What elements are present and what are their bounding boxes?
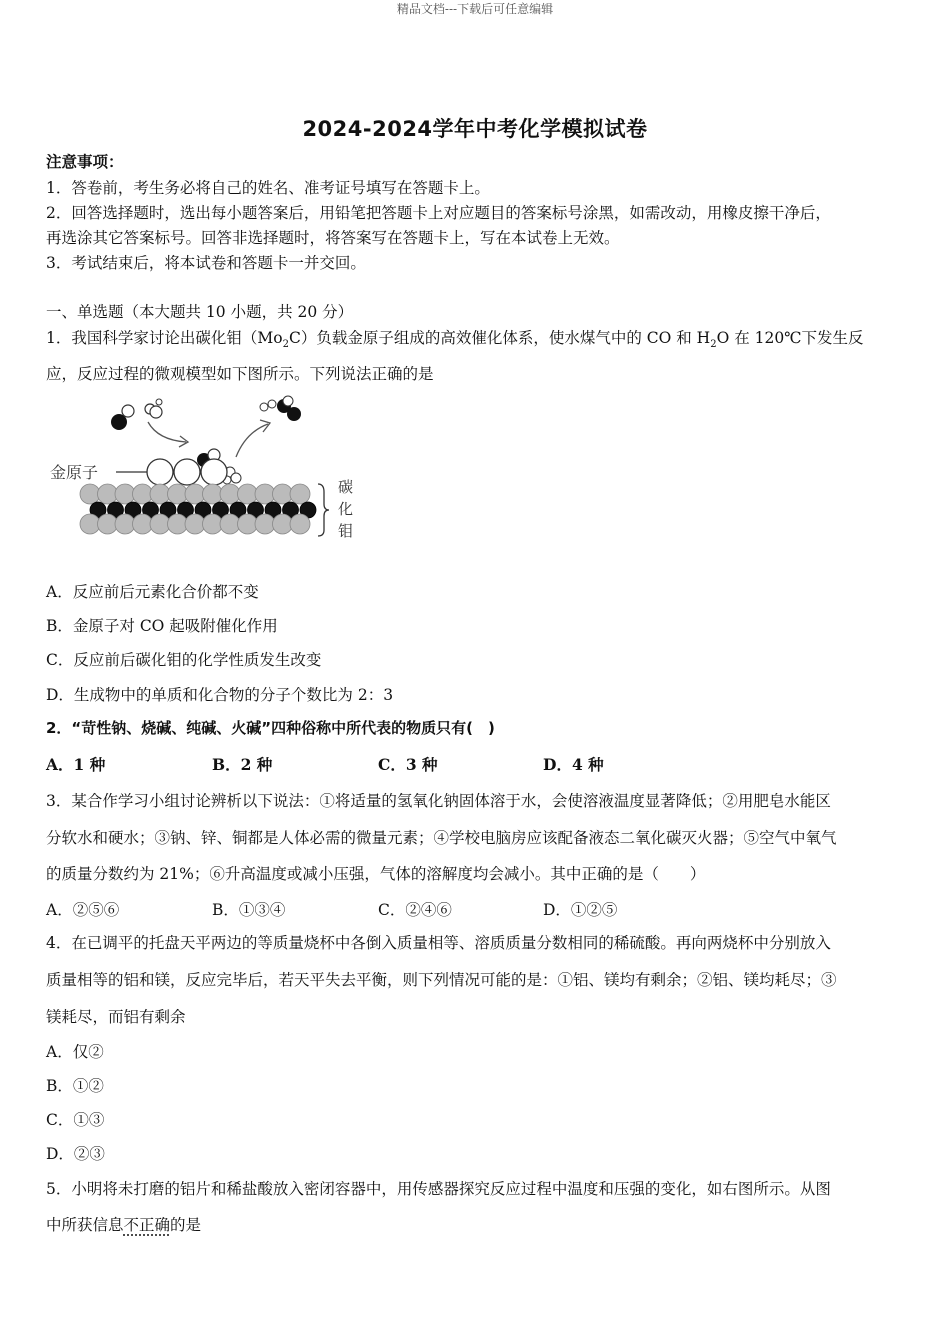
q2-option-a: A．1 种: [46, 755, 106, 774]
notice-item-1: 1．答卷前，考生务必将自己的姓名、准考证号填写在答题卡上。: [46, 179, 490, 197]
section-heading: 一、单选题（本大题共 10 小题，共 20 分）: [46, 303, 354, 321]
q1-option-a: A．反应前后元素化合价都不变: [46, 583, 259, 601]
q2-option-d: D．4 种: [543, 755, 604, 774]
q4-option-b: B．①②: [46, 1077, 104, 1095]
q1-option-d: D．生成物中的单质和化合物的分子个数比为 2：3: [46, 686, 394, 704]
substrate-atom: [150, 484, 170, 504]
q4-line2: 质量相等的铝和镁，反应完毕后，若天平失去平衡，则下列情况可能的是：①铝、镁均有剩余；②铝、镁均耗尽；③: [46, 971, 837, 989]
substrate-atom: [185, 514, 205, 534]
q1-line2: 应，反应过程的微观模型如下图所示。下列说法正确的是: [46, 365, 434, 383]
substrate-atom: [168, 484, 188, 504]
q4-option-d: D．②③: [46, 1145, 105, 1163]
q3-option-b: B．①③④: [212, 901, 286, 919]
substrate-atom: [220, 484, 240, 504]
substrate-atom: [238, 484, 258, 504]
substrate-atom: [220, 514, 240, 534]
page-title: 2024-2024学年中考化学模拟试卷: [302, 117, 648, 141]
q1-option-b: B．金原子对 CO 起吸附催化作用: [46, 617, 278, 635]
substrate-atom: [273, 484, 293, 504]
q1-option-c: C．反应前后碳化钼的化学性质发生改变: [46, 651, 322, 669]
q4-option-c: C．①③: [46, 1111, 105, 1129]
substrate-atom: [203, 514, 223, 534]
substrate-atom: [203, 484, 223, 504]
q2-option-b: B．2 种: [212, 755, 273, 774]
notice-item-3: 3．考试结束后，将本试卷和答题卡一并交回。: [46, 254, 366, 272]
mo-label-1: 碳: [338, 478, 354, 496]
substrate-atom: [290, 514, 310, 534]
q3-line3: 的质量分数约为 21%；⑥升高温度或减小压强，气体的溶解度均会减小。其中正确的是（ ）: [46, 865, 706, 883]
q3-option-d: D．①②⑤: [543, 901, 618, 919]
substrate-atom: [133, 484, 153, 504]
q5-emphasis: 不正确: [123, 1216, 171, 1234]
substrate-atom: [273, 514, 293, 534]
substrate-atom: [115, 484, 135, 504]
page-header: 精品文档---下载后可任意编辑: [396, 2, 554, 16]
notice-item-2b: 再选涂其它答案标号。回答非选择题时，将答案写在答题卡上，写在本试卷上无效。: [46, 229, 620, 247]
gold-atom-label: 金原子: [50, 463, 99, 482]
substrate-atom: [168, 514, 188, 534]
q1-line1: 1．我国科学家讨论出碳化钼$(Mo_2C)$负载金原子组成的高效催化体系，使水煤气中的 CO 和 $H_2O$ 在 120℃下发生反: [46, 329, 864, 351]
substrate-atom: [98, 514, 118, 534]
q3-line1: 3．某合作学习小组讨论辨析以下说法：①将适量的氢氧化钠固体溶于水，会使溶液温度显著降低；②用肥皂水能区: [46, 792, 831, 810]
mo-label-3: 钼: [338, 522, 354, 540]
q4-line3: 镁耗尽，而铝有剩余: [46, 1008, 186, 1026]
substrate-atom: [290, 484, 310, 504]
q4-line1: 4．在已调平的托盘天平两边的等质量烧杯中各倒入质量相等、溶质质量分数相同的稀硫酸。再向两烧杯中分别放入: [46, 934, 831, 952]
substrate-atom: [133, 514, 153, 534]
substrate-atom: [150, 514, 170, 534]
notice-heading: 注意事项：: [46, 152, 124, 171]
substrate-atom: [255, 514, 275, 534]
substrate-atom: [185, 484, 205, 504]
q4-option-a: A．仅②: [46, 1043, 104, 1061]
q3-line2: 分软水和硬水；③钠、锌、铜都是人体必需的微量元素；④学校电脑房应该配备液态二氧化碳灭火器；⑤空气中氧气: [46, 829, 837, 847]
q3-option-a: A．②⑤⑥: [46, 901, 120, 919]
substrate-atom: [80, 514, 100, 534]
substrate-atom: [238, 514, 258, 534]
q2-stem: 2．“苛性钠、烧碱、纯碱、火碱”四种俗称中所代表的物质只有( ): [46, 719, 495, 737]
q2-option-c: C．3 种: [378, 755, 438, 774]
reaction-model-figure: [46, 392, 366, 552]
q5-line2: 中所获信息不正确的是: [46, 1216, 202, 1234]
substrate-atom: [115, 514, 135, 534]
notice-item-2a: 2．回答选择题时，选出每小题答案后，用铅笔把答题卡上对应题目的答案标号涂黑，如需改动，用橡皮擦干净后，: [46, 204, 831, 222]
substrate-atom: [98, 484, 118, 504]
q3-option-c: C．②④⑥: [378, 901, 452, 919]
q5-line1: 5．小明将未打磨的铝片和稀盐酸放入密闭容器中，用传感器探究反应过程中温度和压强的变化，如右图所示。从图: [46, 1180, 831, 1198]
substrate-atom: [255, 484, 275, 504]
substrate-atom: [80, 484, 100, 504]
mo-label-2: 化: [338, 500, 354, 518]
